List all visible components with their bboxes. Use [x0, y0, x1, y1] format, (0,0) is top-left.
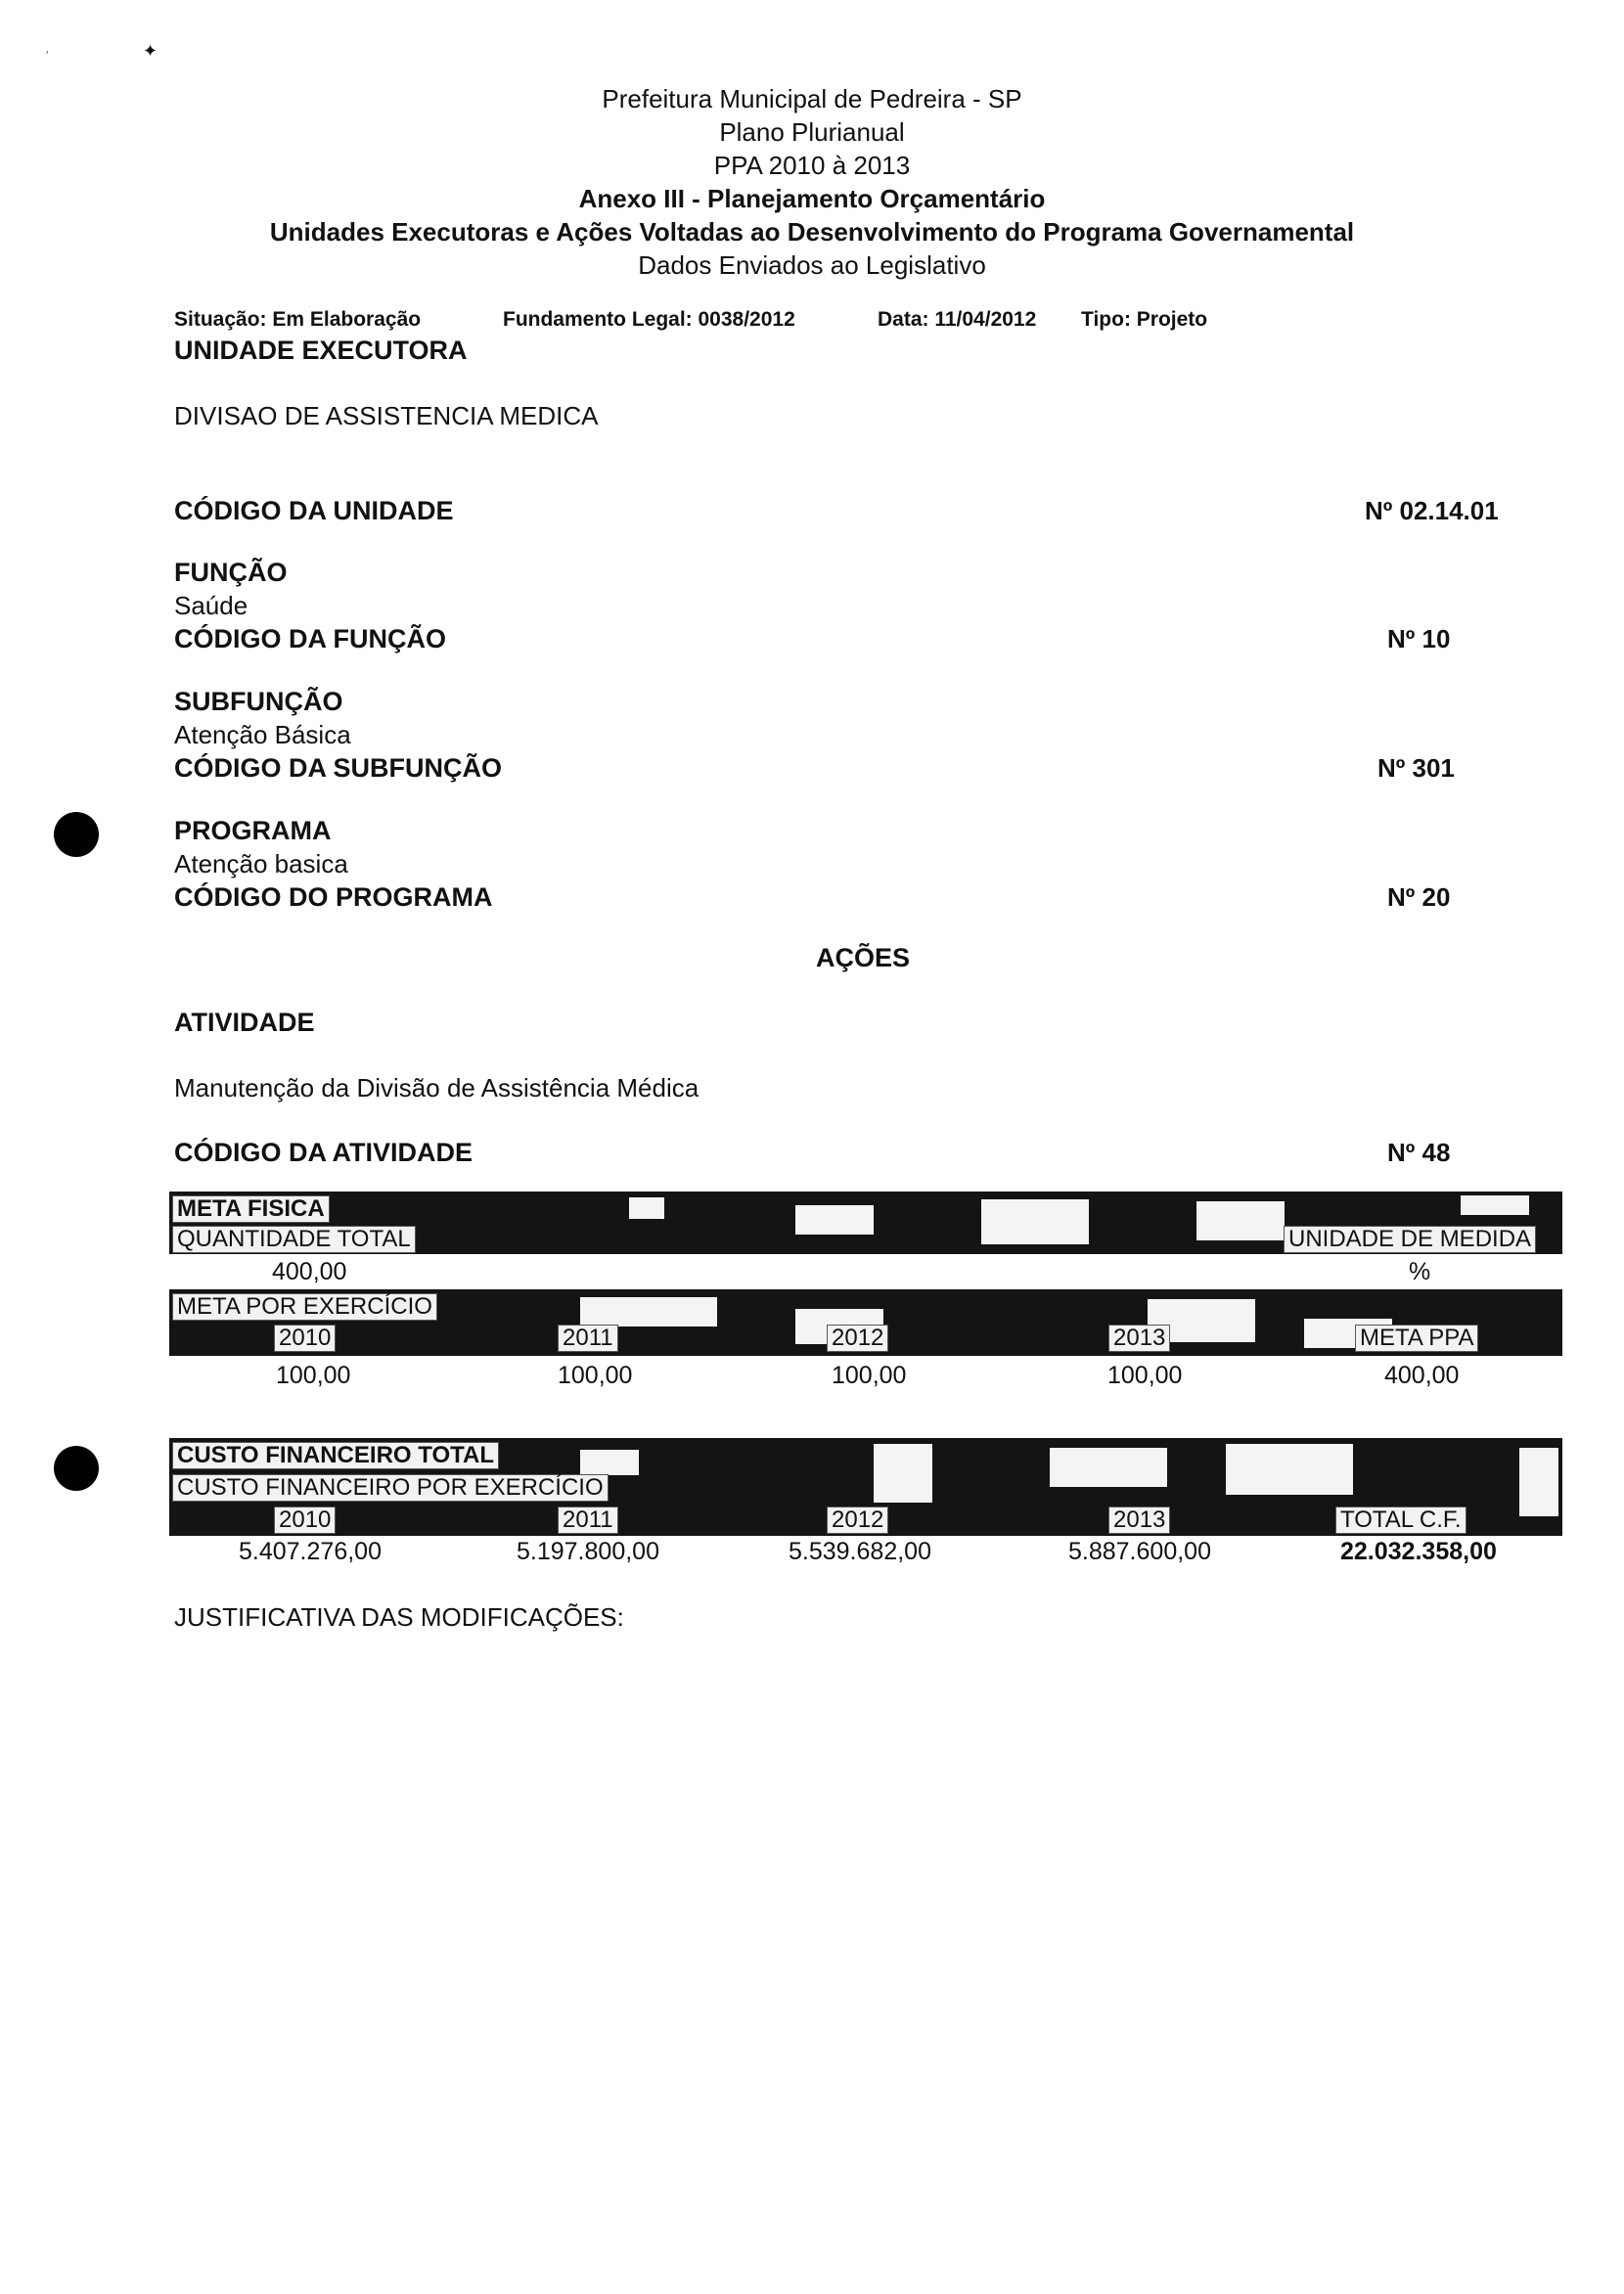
- subfuncao-name: Atenção Básica: [174, 720, 351, 749]
- atividade-code: Nº 48: [1387, 1138, 1451, 1167]
- custo-year-2012: 2012: [827, 1507, 888, 1534]
- custo-value-2011: 5.197.800,00: [517, 1538, 659, 1565]
- meta-fisica-unit-label: UNIDADE DE MEDIDA: [1284, 1226, 1536, 1253]
- unidade-name: DIVISAO DE ASSISTENCIA MEDICA: [174, 401, 599, 430]
- funcao-code: Nº 10: [1387, 624, 1451, 653]
- justificativa-label: JUSTIFICATIVA DAS MODIFICAÇÕES:: [174, 1602, 624, 1632]
- atividade-code-label: CÓDIGO DA ATIVIDADE: [174, 1138, 474, 1167]
- scan-mark: ˒: [45, 41, 50, 57]
- header-sent: Dados Enviados ao Legislativo: [638, 250, 986, 280]
- unidade-code: Nº 02.14.01: [1365, 496, 1499, 525]
- header-subtitle: Unidades Executoras e Ações Voltadas ao Desenvolvimento do Programa Governamental: [269, 217, 1355, 247]
- subfuncao-code-label: CÓDIGO DA SUBFUNÇÃO: [174, 753, 502, 783]
- custo-value-2013: 5.887.600,00: [1068, 1538, 1211, 1565]
- meta-fisica-title: META FISICA: [172, 1195, 330, 1223]
- meta-value-2013: 100,00: [1107, 1362, 1183, 1389]
- unidade-code-label: CÓDIGO DA UNIDADE: [174, 496, 454, 525]
- header-municipality: Prefeitura Municipal de Pedreira - SP: [602, 84, 1022, 113]
- atividade-name: Manutenção da Divisão de Assistência Médica: [174, 1073, 699, 1102]
- custo-por-exercicio-label: CUSTO FINANCEIRO POR EXERCÍCIO: [172, 1474, 609, 1502]
- custo-year-2013: 2013: [1108, 1507, 1170, 1534]
- subfuncao-code: Nº 301: [1377, 753, 1455, 783]
- header-plan: Plano Plurianual: [719, 117, 905, 147]
- custo-value-2010: 5.407.276,00: [239, 1538, 382, 1565]
- scan-mark: ✦: [143, 41, 158, 61]
- meta-fisica-qty-label: QUANTIDADE TOTAL: [172, 1226, 416, 1253]
- punch-hole: [54, 1446, 99, 1491]
- header-ppa: PPA 2010 à 2013: [713, 151, 911, 180]
- programa-name: Atenção basica: [174, 849, 348, 878]
- custo-year-2010: 2010: [274, 1507, 336, 1534]
- custo-year-2011: 2011: [558, 1507, 618, 1534]
- atividade-label: ATIVIDADE: [174, 1008, 315, 1037]
- meta-data: Data: 11/04/2012: [878, 308, 1037, 331]
- meta-fisica-unit-value: %: [1409, 1258, 1431, 1285]
- funcao-heading: FUNÇÃO: [174, 558, 288, 587]
- meta-ppa-value: 400,00: [1384, 1362, 1460, 1389]
- meta-value-2012: 100,00: [832, 1362, 907, 1389]
- subfuncao-heading: SUBFUNÇÃO: [174, 687, 343, 716]
- programa-code-label: CÓDIGO DO PROGRAMA: [174, 882, 493, 912]
- header-annex: Anexo III - Planejamento Orçamentário: [578, 184, 1046, 213]
- custo-total-title: CUSTO FINANCEIRO TOTAL: [172, 1442, 499, 1469]
- programa-code: Nº 20: [1387, 882, 1451, 912]
- custo-value-2012: 5.539.682,00: [789, 1538, 931, 1565]
- acoes-heading: AÇÕES: [816, 943, 911, 972]
- custo-total-cf-label: TOTAL C.F.: [1335, 1507, 1466, 1534]
- meta-situacao: Situação: Em Elaboração: [174, 308, 422, 331]
- meta-por-exercicio-label: META POR EXERCÍCIO: [172, 1293, 437, 1321]
- meta-year-2013: 2013: [1108, 1325, 1170, 1352]
- programa-heading: PROGRAMA: [174, 816, 332, 845]
- custo-total-cf-value: 22.032.358,00: [1340, 1538, 1497, 1565]
- funcao-code-label: CÓDIGO DA FUNÇÃO: [174, 624, 446, 653]
- punch-hole: [54, 812, 99, 857]
- unidade-heading: UNIDADE EXECUTORA: [174, 336, 468, 365]
- meta-ppa-label: META PPA: [1355, 1325, 1478, 1352]
- meta-year-2010: 2010: [274, 1325, 336, 1352]
- meta-year-2012: 2012: [827, 1325, 888, 1352]
- meta-value-2011: 100,00: [558, 1362, 633, 1389]
- meta-tipo: Tipo: Projeto: [1081, 308, 1208, 331]
- meta-year-2011: 2011: [558, 1325, 618, 1352]
- meta-fisica-qty-value: 400,00: [272, 1258, 347, 1285]
- funcao-name: Saúde: [174, 591, 248, 620]
- meta-value-2010: 100,00: [276, 1362, 351, 1389]
- meta-fundamento: Fundamento Legal: 0038/2012: [503, 308, 795, 331]
